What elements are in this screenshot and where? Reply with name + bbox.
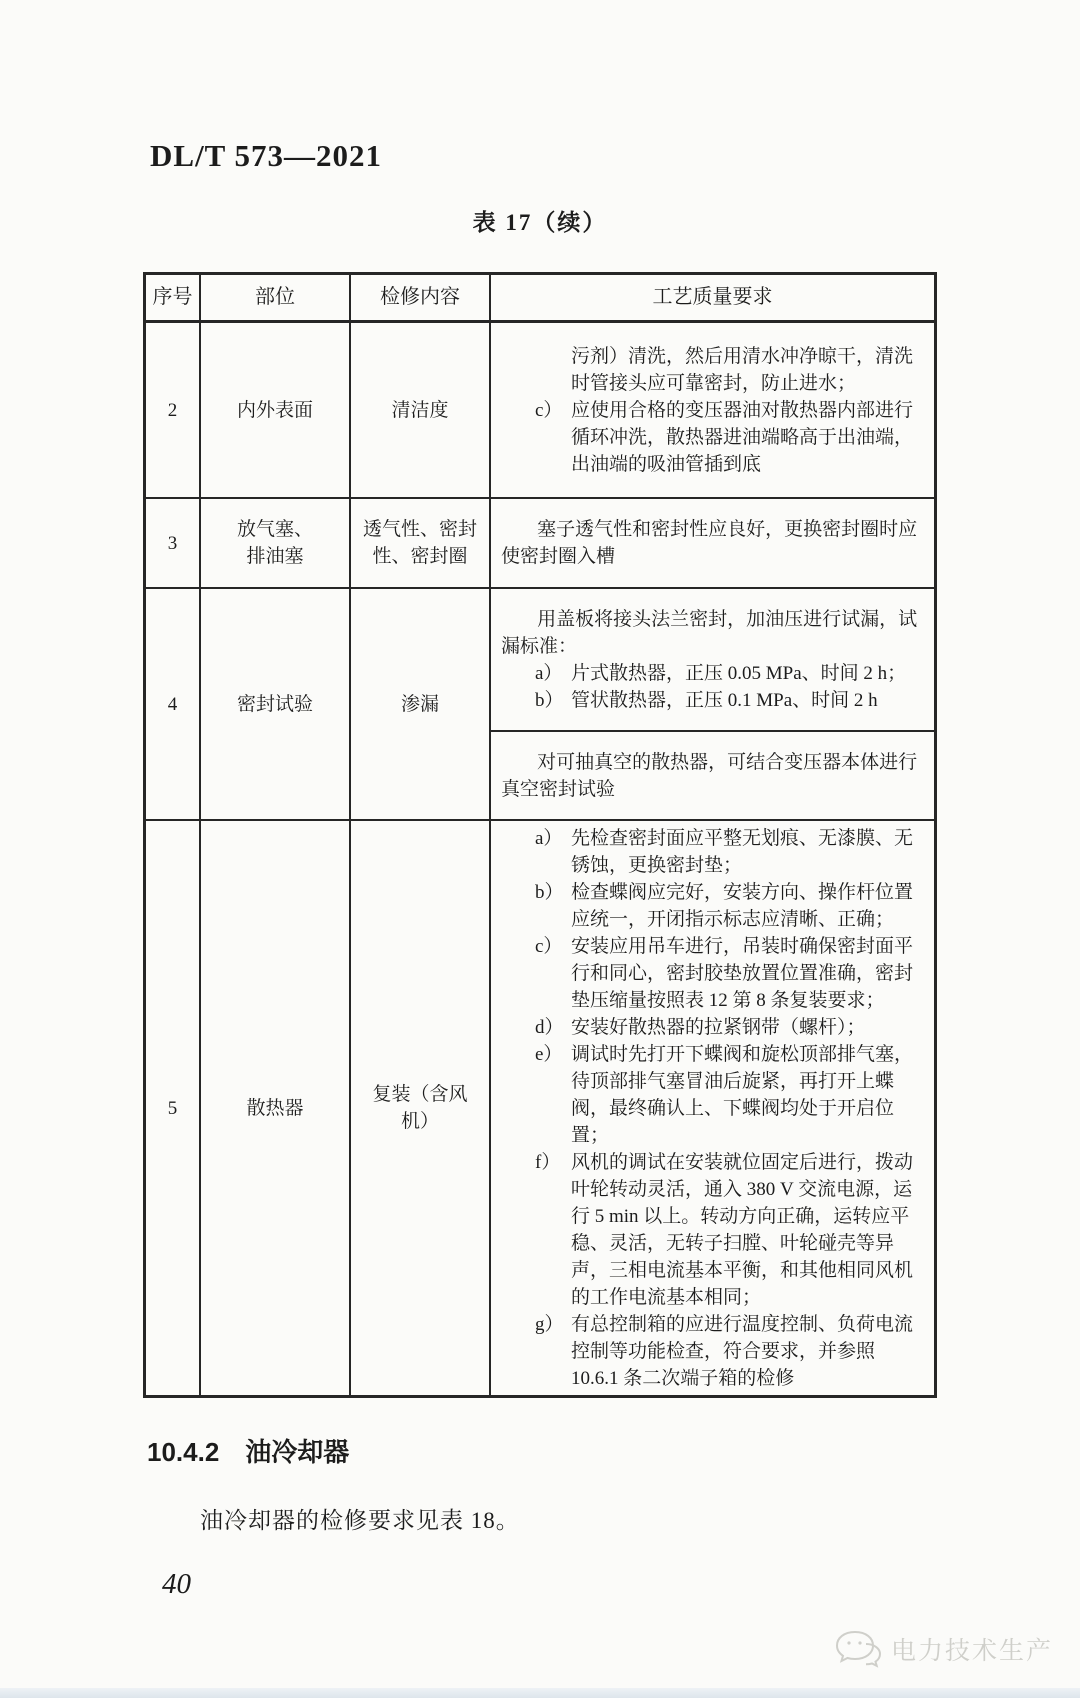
requirement-item — [501, 1041, 920, 1149]
requirement-item — [501, 343, 920, 397]
watermark-text: 电力技术生产 — [891, 1637, 1054, 1665]
requirement-item — [501, 1014, 920, 1041]
col-header-quality: 工艺质量要求 — [652, 286, 773, 308]
item-label: b） — [535, 881, 564, 903]
inspection-table — [143, 272, 937, 1398]
table-row-4 — [146, 589, 934, 821]
item-label: g） — [535, 1313, 564, 1335]
row2-quality — [491, 323, 934, 497]
watermark — [833, 1628, 1053, 1670]
item-label: c） — [535, 399, 563, 421]
section-number: 10.4.2 — [147, 1437, 220, 1467]
standard-code: DL/T 573—2021 — [150, 138, 383, 173]
row5-no: 5 — [146, 821, 201, 1395]
page-number: 40 — [162, 1568, 191, 1600]
item-text: 污剂）清洗，然后用清水冲净晾干，清洗时管接头应可靠密封，防止进水； — [571, 345, 914, 394]
item-label: e） — [535, 1043, 563, 1065]
requirement-intro: 用盖板将接头法兰密封，加油压进行试漏，试漏标准： — [501, 608, 918, 657]
item-text: 安装应用吊车进行，吊装时确保密封面平行和同心，密封胶垫放置位置准确，密封垫压缩量按照表 12 第 8 条复装要求； — [571, 935, 914, 1011]
item-text: 安装好散热器的拉紧钢带（螺杆）； — [571, 1016, 866, 1038]
section-heading — [147, 1432, 349, 1469]
item-text: 管状散热器，正压 0.1 MPa、时间 2 h — [571, 689, 878, 711]
row4-quality-upper — [491, 589, 934, 732]
requirement-paragraph: 塞子透气性和密封性应良好，更换密封圈时应使密封圈入槽 — [501, 519, 918, 567]
row3-part: 放气塞、排油塞 — [201, 499, 351, 587]
row4-no: 4 — [146, 589, 201, 819]
row4-quality — [491, 589, 934, 819]
row2-content: 清洁度 — [351, 323, 491, 497]
item-text: 调试时先打开下蝶阀和旋松顶部排气塞，待顶部排气塞冒油后旋紧，再打开上蝶阀，最终确认上、下蝶阀均处于开启位置； — [571, 1043, 914, 1146]
col-header-content: 检修内容 — [351, 275, 491, 320]
row3-quality — [491, 499, 934, 587]
item-text: 检查蝶阀应完好，安装方向、操作杆位置应统一，开闭指示标志应清晰、正确； — [571, 881, 914, 930]
item-label: b） — [535, 689, 564, 711]
requirement-item — [501, 1149, 920, 1311]
item-label: d） — [535, 1016, 564, 1038]
item-text: 风机的调试在安装就位固定后进行，拨动叶轮转动灵活，通入 380 V 交流电源，运行 5 min 以上。转动方向正确，运转应平稳、灵活，无转子扫膛、叶轮碰壳等异声，三相电流基本平衡，和其他相同风机的工作电流基本相同； — [571, 1151, 914, 1308]
item-label: a） — [535, 827, 563, 849]
row4-quality-lower — [491, 732, 934, 819]
item-label: f） — [535, 1151, 561, 1173]
table-header-row — [146, 275, 934, 323]
row4-content: 渗漏 — [351, 589, 491, 819]
col-header-no: 序号 — [146, 275, 201, 320]
requirement-item — [501, 933, 920, 1014]
item-text: 应使用合格的变压器油对散热器内部进行循环冲洗，散热器进油端略高于出油端，出油端的吸油管插到底 — [571, 399, 914, 475]
row2-part: 内外表面 — [201, 323, 351, 497]
item-text: 先检查密封面应平整无划痕、无漆膜、无锈蚀，更换密封垫； — [571, 827, 914, 876]
item-label: a） — [535, 662, 563, 684]
requirement-item — [501, 660, 920, 687]
item-text: 片式散热器，正压 0.05 MPa、时间 2 h； — [571, 662, 907, 684]
item-text: 有总控制箱的应进行温度控制、负荷电流控制等功能检查，符合要求，并参照 10.6.1 条二次端子箱的检修 — [571, 1313, 914, 1389]
wechat-bubbles-icon — [833, 1628, 883, 1670]
table-row-2 — [146, 323, 934, 499]
item-label: c） — [535, 935, 563, 957]
requirement-item — [501, 1311, 920, 1392]
col-header-part: 部位 — [201, 275, 351, 320]
requirement-item — [501, 879, 920, 933]
table-row-3 — [146, 499, 934, 589]
requirement-paragraph: 对可抽真空的散热器，可结合变压器本体进行真空密封试验 — [501, 751, 918, 800]
row4-part: 密封试验 — [201, 589, 351, 819]
row3-no: 3 — [146, 499, 201, 587]
row5-quality — [491, 821, 934, 1395]
footer-strip — [0, 1688, 1080, 1698]
section-title: 油冷却器 — [245, 1437, 350, 1467]
row5-content: 复装（含风机） — [351, 821, 491, 1395]
row2-no: 2 — [146, 323, 201, 497]
requirement-item — [501, 397, 920, 478]
table-caption: 表 17（续） — [472, 210, 608, 235]
table-row-5 — [146, 821, 934, 1395]
row3-content: 透气性、密封性、密封圈 — [351, 499, 491, 587]
requirement-item — [501, 687, 920, 714]
body-paragraph: 油冷却器的检修要求见表 18。 — [200, 1508, 520, 1533]
row5-part: 散热器 — [201, 821, 351, 1395]
requirement-item — [501, 825, 920, 879]
